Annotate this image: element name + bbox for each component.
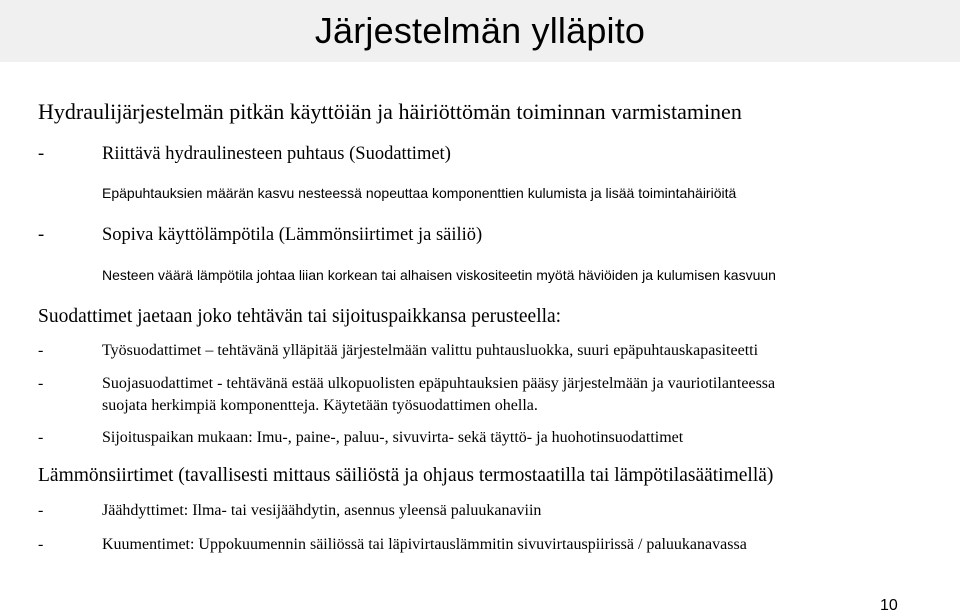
bullet-dash: - bbox=[38, 375, 44, 392]
item-text: Sopiva käyttölämpötila (Lämmönsiirtimet ja säiliö) bbox=[102, 225, 483, 245]
heading-heat-exchangers: Lämmönsiirtimet (tavallisesti mittaus säiliöstä ja ohjaus termostaatilla tai lämpötilasäätimellä) bbox=[38, 465, 774, 486]
item-text: Työsuodattimet – tehtävänä ylläpitää järjestelmään valittu puhtausluokka, suuri epäpuhtauskapasiteetti bbox=[102, 342, 759, 359]
heading-filters: Suodattimet jaetaan joko tehtävän tai sijoituspaikkansa perusteella: bbox=[38, 306, 562, 327]
item-text: Sijoituspaikan mukaan: Imu-, paine-, paluu-, sivuvirta- sekä täyttö- ja huohotinsuodattimet bbox=[102, 429, 684, 446]
bullet-dash: - bbox=[38, 342, 44, 359]
bullet-dash: - bbox=[38, 144, 45, 164]
bullet-dash: - bbox=[38, 502, 44, 519]
item-text: Suojasuodattimet - tehtävänä estää ulkopuolisten epäpuhtauksien pääsy järjestelmään ja vauriotilanteessa bbox=[102, 375, 776, 392]
item-text: Riittävä hydraulinesteen puhtaus (Suodattimet) bbox=[102, 144, 451, 164]
item-text-continued: suojata herkimpiä komponentteja. Käytetään työsuodattimen ohella. bbox=[102, 397, 538, 414]
page-number: 10 bbox=[880, 597, 898, 614]
item-text: Kuumentimet: Uppokuumennin säiliössä tai läpivirtauslämmitin sivuvirtauspiirissä / paluukanavassa bbox=[102, 536, 747, 553]
item-text: Jäähdyttimet: Ilma- tai vesijäähdytin, asennus yleensä paluukanaviin bbox=[102, 502, 542, 519]
bullet-dash: - bbox=[38, 536, 44, 553]
sub-item-text: Nesteen väärä lämpötila johtaa liian korkean tai alhaisen viskositeetin myötä häviöiden ja kulumisen kasvuun bbox=[102, 267, 776, 283]
slide-title: Järjestelmän ylläpito bbox=[314, 10, 646, 51]
bullet-dash: - bbox=[38, 225, 45, 245]
title-bar bbox=[0, 0, 960, 62]
bullet-dash: - bbox=[38, 429, 44, 446]
sub-item-text: Epäpuhtauksien määrän kasvu nesteessä nopeuttaa komponenttien kulumista ja lisää toimintahäiriöitä bbox=[102, 185, 737, 201]
heading-maintenance-goal: Hydraulijärjestelmän pitkän käyttöiän ja häiriöttömän toiminnan varmistaminen bbox=[38, 99, 742, 124]
